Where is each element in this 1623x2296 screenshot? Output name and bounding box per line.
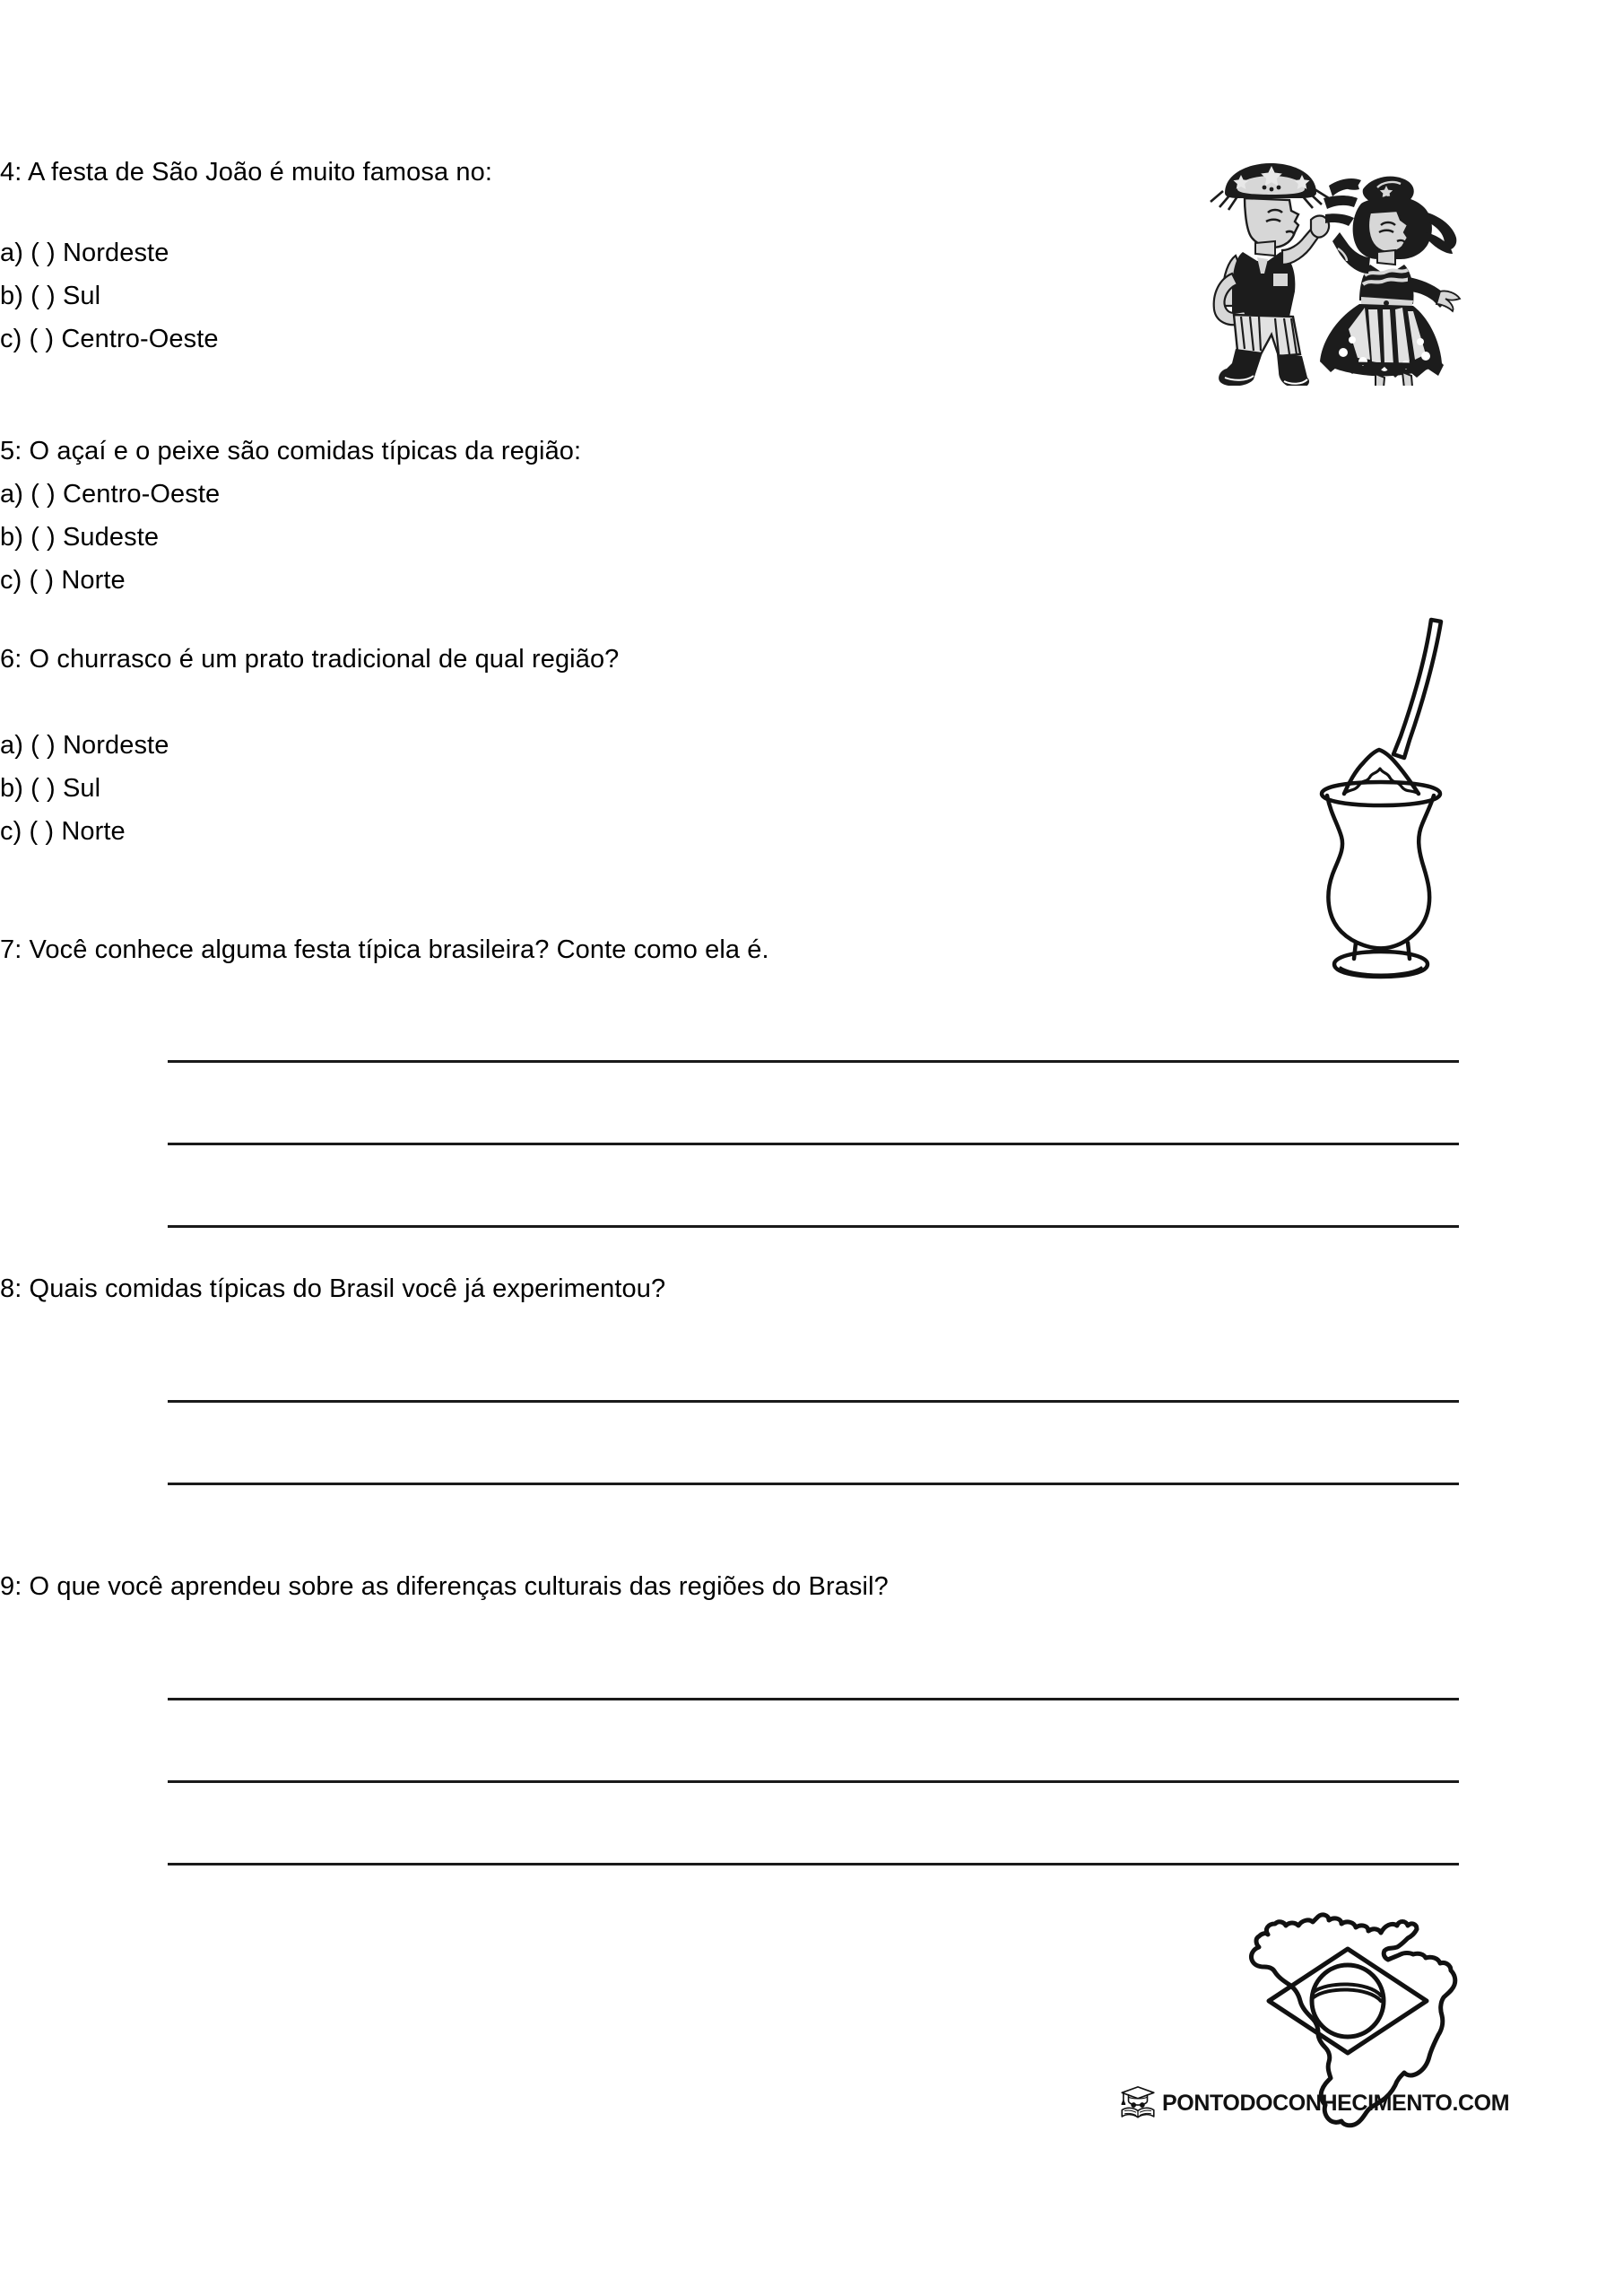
question-block-q8 xyxy=(0,1267,665,1310)
question-block-q6 xyxy=(0,638,619,681)
question-options-q6 xyxy=(0,724,169,853)
option-q5-a[interactable]: a) ( ) Centro-Oeste xyxy=(0,480,221,509)
answer-line-q8-2[interactable] xyxy=(168,1483,1459,1485)
question-prompt-q8: 8: Quais comidas típicas do Brasil você já experimentou? xyxy=(0,1274,666,1303)
answer-line-q8-1[interactable] xyxy=(168,1400,1459,1403)
question-block-q7 xyxy=(0,928,769,971)
answer-line-q7-2[interactable] xyxy=(168,1143,1459,1145)
question-prompt-q4: 4: A festa de São João é muito famosa no: xyxy=(0,158,493,187)
watermark-text: PONTODOCONHECIMENTO.COM xyxy=(1162,2091,1510,2116)
answer-line-q9-2[interactable] xyxy=(168,1780,1459,1783)
question-block-q5 xyxy=(0,430,581,602)
question-prompt-q6: 6: O churrasco é um prato tradicional de qual região? xyxy=(0,645,620,674)
option-q6-c[interactable]: c) ( ) Norte xyxy=(0,817,126,846)
question-block-q4 xyxy=(0,151,492,194)
option-q4-b[interactable]: b) ( ) Sul xyxy=(0,282,101,310)
question-prompt-q5: 5: O açaí e o peixe são comidas típicas da região: xyxy=(0,437,582,465)
festa-junina-dancing-couple-illustration xyxy=(1185,139,1463,386)
question-block-q9 xyxy=(0,1565,889,1608)
graduation-cap-book-icon xyxy=(1119,2083,1157,2125)
question-options-q4 xyxy=(0,231,219,361)
option-q4-a[interactable]: a) ( ) Nordeste xyxy=(0,239,169,267)
question-prompt-q9: 9: O que você aprendeu sobre as diferenças culturais das regiões do Brasil? xyxy=(0,1572,889,1601)
option-q5-c[interactable]: c) ( ) Norte xyxy=(0,566,126,595)
option-q5-b[interactable]: b) ( ) Sudeste xyxy=(0,523,160,552)
option-q6-b[interactable]: b) ( ) Sul xyxy=(0,774,101,803)
option-q6-a[interactable]: a) ( ) Nordeste xyxy=(0,731,169,760)
chimarrao-mate-gourd-illustration xyxy=(1291,605,1471,982)
answer-line-q7-3[interactable] xyxy=(168,1225,1459,1228)
question-prompt-q7: 7: Você conhece alguma festa típica brasileira? Conte como ela é. xyxy=(0,935,769,964)
answer-line-q9-3[interactable] xyxy=(168,1863,1459,1866)
option-q4-c[interactable]: c) ( ) Centro-Oeste xyxy=(0,325,219,353)
footer-watermark xyxy=(1119,2083,1509,2125)
answer-line-q9-1[interactable] xyxy=(168,1698,1459,1700)
answer-line-q7-1[interactable] xyxy=(168,1060,1459,1063)
